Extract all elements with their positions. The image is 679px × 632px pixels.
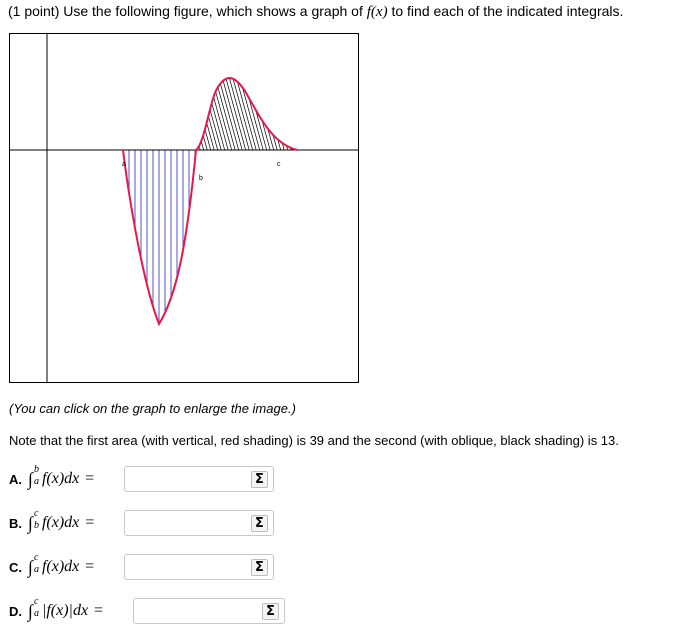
point-label-c: c: [277, 161, 281, 168]
question-label: B.: [9, 515, 22, 531]
question-label: D.: [9, 603, 22, 619]
integrand: f(x)dx: [41, 514, 80, 531]
integral-limits: [33, 596, 39, 619]
integral-sign: ∫: [28, 600, 33, 621]
lower-limit: a: [33, 476, 39, 487]
integral-limits: [33, 552, 39, 575]
sigma-icon[interactable]: Σ: [251, 471, 268, 488]
upper-limit: b: [33, 464, 39, 475]
equals-sign: =: [85, 558, 95, 575]
point-label-b: b: [199, 175, 203, 182]
enlarge-hint: (You can click on the graph to enlarge the image.): [9, 401, 296, 416]
equals-sign: =: [94, 602, 104, 619]
upper-limit: c: [33, 508, 39, 519]
equals-sign: =: [85, 514, 95, 531]
point-label-a: a: [122, 161, 126, 168]
integrand: f(x)dx: [41, 470, 80, 487]
integral-expression: [28, 508, 95, 534]
question-b: [9, 509, 94, 537]
integral-expression: [28, 552, 95, 578]
upper-limit: c: [33, 596, 39, 607]
question-c: [9, 553, 94, 581]
integral-expression: [28, 464, 95, 490]
integral-limits: [33, 464, 39, 487]
integral-expression: [28, 596, 104, 622]
lower-limit: b: [33, 520, 39, 531]
integral-sign: ∫: [28, 512, 33, 533]
question-a: [9, 465, 94, 493]
equals-sign: =: [85, 470, 95, 487]
function-name: f(x): [366, 4, 388, 20]
question-label: A.: [9, 471, 22, 487]
integrand: f(x)dx: [41, 558, 80, 575]
graph-frame: [10, 34, 359, 383]
integral-sign: ∫: [28, 468, 33, 489]
lower-limit: a: [33, 564, 39, 575]
problem-suffix: to find each of the indicated integrals.: [387, 3, 624, 19]
area-note: Note that the first area (with vertical, red shading) is 39 and the second (with oblique, black shading) is 13.: [9, 433, 619, 448]
problem-statement: [8, 3, 623, 21]
sigma-icon[interactable]: Σ: [262, 603, 279, 620]
problem-prefix: (1 point) Use the following figure, which shows a graph of: [8, 3, 367, 19]
function-graph[interactable]: [9, 33, 359, 383]
sigma-icon[interactable]: Σ: [251, 559, 268, 576]
integral-sign: ∫: [28, 556, 33, 577]
lower-limit: a: [33, 608, 39, 619]
integral-limits: [33, 508, 39, 531]
question-label: C.: [9, 559, 22, 575]
sigma-icon[interactable]: Σ: [251, 515, 268, 532]
upper-limit: c: [33, 552, 39, 563]
integrand: |f(x)|dx: [41, 602, 89, 619]
question-d: [9, 597, 103, 625]
